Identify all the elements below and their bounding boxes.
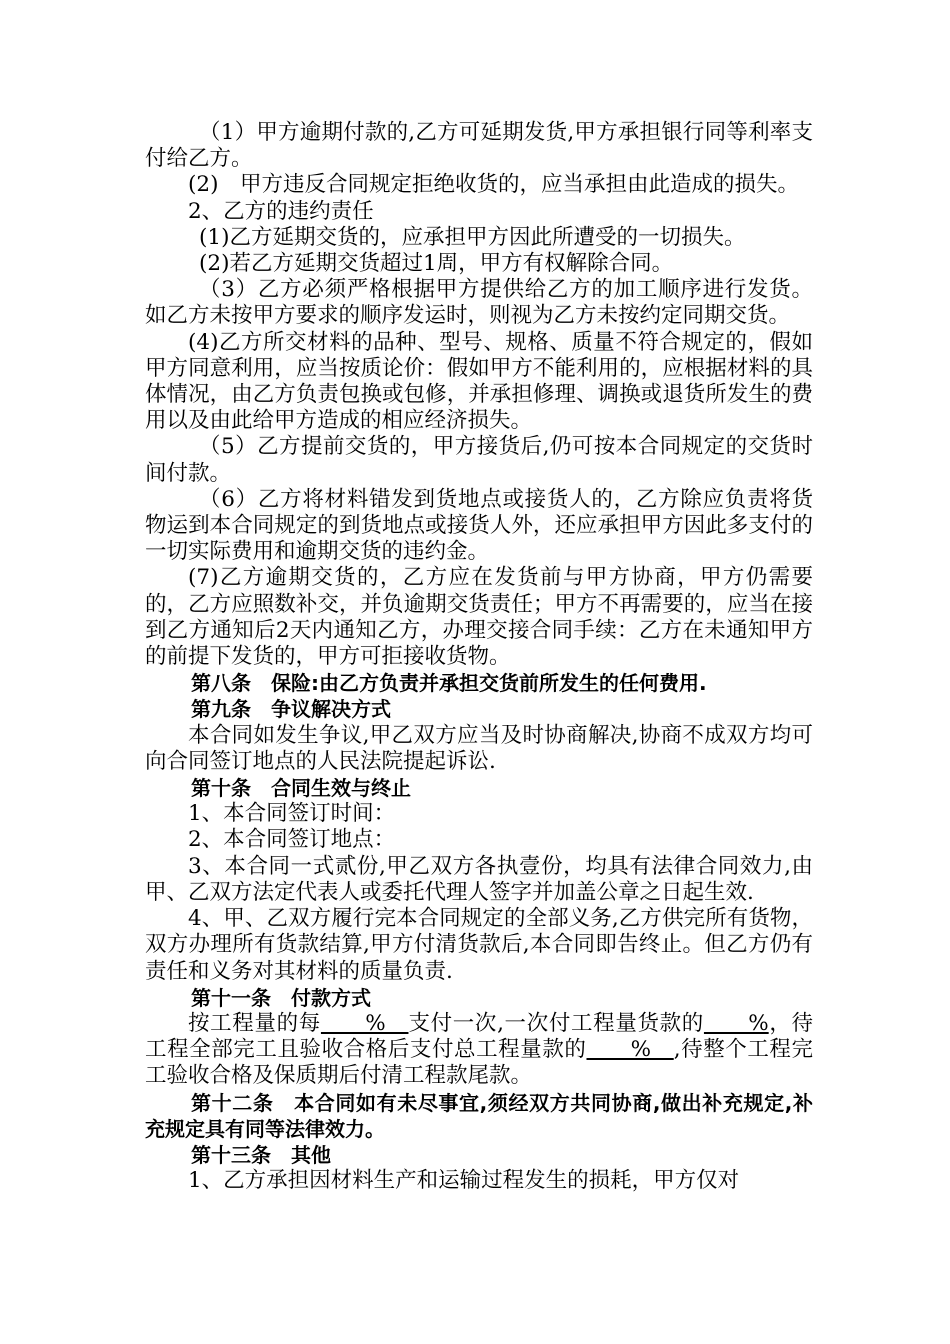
signing-time-line: 1、本合同签订时间： — [188, 801, 396, 827]
clause-paragraph: （5）乙方提前交货的，甲方接货后,仍可按本合同规定的交货时间付款。 — [145, 434, 813, 486]
payment-text: ,待整个工程完工验收合格及保质期后付清工程款尾款。 — [145, 1037, 813, 1089]
article-9-heading: 第九条 争议解决方式 — [191, 697, 391, 722]
clause-paragraph: （1）甲方逾期付款的,乙方可延期发货,甲方承担银行同等利率支付给乙方。 — [145, 120, 813, 172]
contract-text — [145, 120, 813, 1194]
clause-paragraph: （3）乙方必须严格根据甲方提供给乙方的加工顺序进行发货。如乙方未按甲方要求的顺序发运时，则视为乙方未按约定同期交货。 — [145, 277, 813, 329]
article-11-heading: 第十一条 付款方式 — [191, 985, 371, 1010]
payment-blank: % — [320, 1010, 409, 1036]
clause-paragraph: 3、本合同一式贰份,甲乙双方各执壹份，均具有法律合同效力,由甲、乙双方法定代表人或委托代理人签字并加盖公章之日起生效. — [145, 853, 813, 905]
clause-paragraph: 本合同如发生争议,甲乙双方应当及时协商解决,协商不成双方均可向合同签订地点的人民法院提起诉讼. — [145, 722, 813, 774]
clause-paragraph: (2)若乙方延期交货超过1周，甲方有权解除合同。 — [199, 251, 674, 277]
clause-paragraph: （6）乙方将材料错发到货地点或接货人的，乙方除应负责将货物运到本合同规定的到货地点或接货人外，还应承担甲方因此多支付的一切实际费用和逾期交货的违约金。 — [145, 486, 813, 565]
payment-text: ，待工程全部完工且验收合格后支付总工程量款的 — [145, 1010, 813, 1063]
clause-paragraph: (4)乙方所交材料的品种、型号、规格、质量不符合规定的，假如甲方同意利用，应当按质论价：假如甲方不能利用的，应根据材料的具体情况，由乙方负责包换或包修，并承担修理、调换或退货所发生的费用以及由此给甲方造成的相应经济损失。 — [145, 329, 813, 434]
payment-text: 支付一次,一次付工程量货款的 — [408, 1010, 704, 1036]
payment-text: 按工程量的每 — [188, 1010, 321, 1036]
article-12-heading: 第十二条 本合同如有未尽事宜,须经双方共同协商,做出补充规定,补充规定具有同等法律效力。 — [145, 1090, 813, 1141]
clause-paragraph: 1、乙方承担因材料生产和运输过程发生的损耗，甲方仅对 — [188, 1168, 740, 1194]
article-8-heading: 第八条 保险:由乙方负责并承担交货前所发生的任何费用. — [191, 671, 707, 696]
clause-paragraph: (1)乙方延期交货的，应承担甲方因此所遭受的一切损失。 — [199, 224, 746, 250]
payment-terms-paragraph — [145, 1011, 813, 1090]
clause-paragraph: 4、甲、乙双方履行完本合同规定的全部义务,乙方供完所有货物，双方办理所有货款结算,甲方付清货款后,本合同即告终止。但乙方仍有责任和义务对其材料的质量负责. — [145, 906, 813, 984]
signing-place-line: 2、本合同签订地点： — [188, 827, 396, 853]
clause-paragraph: (2) 甲方违反合同规定拒绝收货的，应当承担由此造成的损失。 — [188, 172, 799, 198]
payment-blank: % — [586, 1037, 674, 1063]
article-10-heading: 第十条 合同生效与终止 — [191, 776, 411, 801]
clause-paragraph: (7)乙方逾期交货的，乙方应在发货前与甲方协商，甲方仍需要的，乙方应照数补交，并负逾期交货责任；甲方不再需要的，应当在接到乙方通知后2天内通知乙方，办理交接合同手续：乙方在未通知甲方的前提下发货的，甲方可拒接收货物。 — [145, 565, 813, 670]
clause-heading: 2、乙方的违约责任 — [188, 198, 374, 224]
article-13-heading: 第十三条 其他 — [191, 1142, 331, 1167]
payment-blank: % — [703, 1010, 769, 1036]
